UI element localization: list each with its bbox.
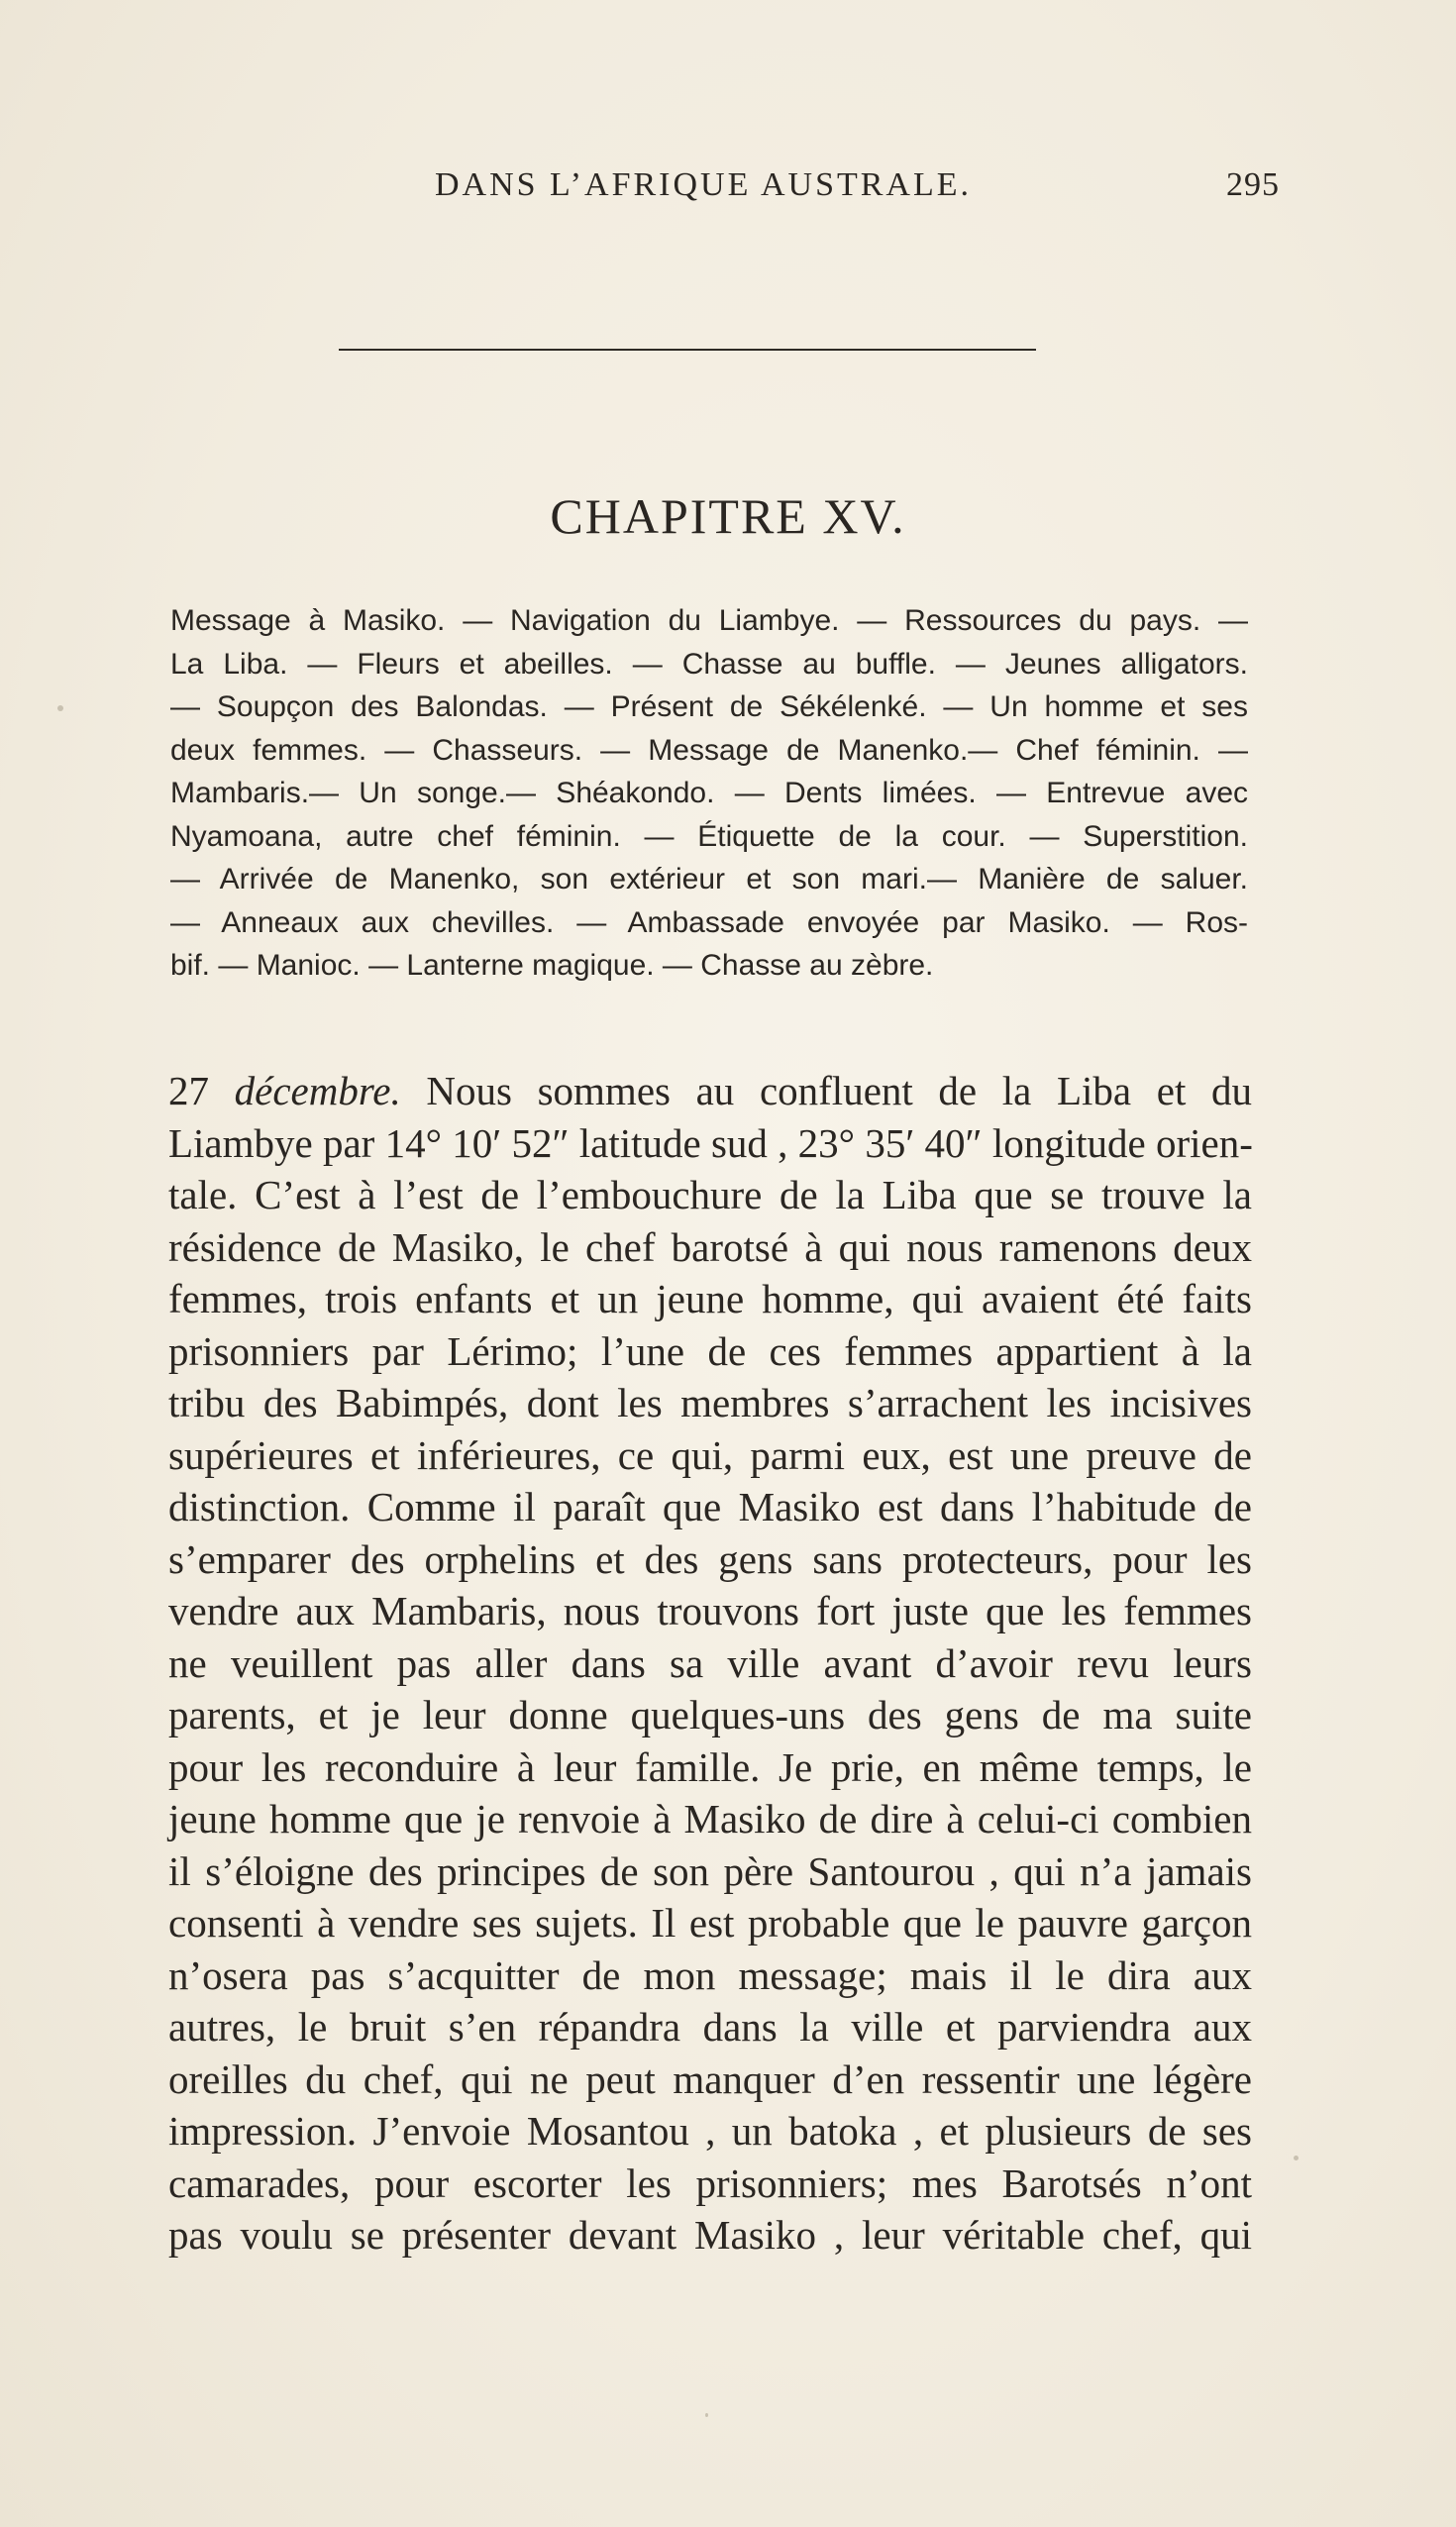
body-line: prisonniers par Lérimo; l’une de ces femmes appartient à la <box>168 1327 1252 1374</box>
summary-line: Message à Masiko. — Navigation du Liambye. — Ressources du pays. — <box>170 604 1248 637</box>
body-line: camarades, pour escorter les prisonniers; mes Barotsés n’ont <box>168 2159 1252 2206</box>
summary-line: — Anneaux aux chevilles. — Ambassade envoyée par Masiko. — Ros- <box>170 905 1248 939</box>
summary-line: deux femmes. — Chasseurs. — Message de Manenko.— Chef féminin. — <box>170 733 1248 767</box>
summary-line: Nyamoana, autre chef féminin. — Étiquette de la cour. — Superstition. <box>170 819 1248 853</box>
body-line-first <box>168 1065 1252 1117</box>
body-line: Liambye par 14° 10′ 52″ latitude sud , 23° 35′ 40″ longitude orien- <box>168 1119 1253 1166</box>
running-title: DANS L’AFRIQUE AUSTRALE. <box>434 166 973 203</box>
body-line: n’osera pas s’acquitter de mon message; mais il le dira aux <box>168 1951 1252 1998</box>
body-line: ne veuillent pas aller dans sa ville avant d’avoir revu leurs <box>168 1639 1252 1686</box>
summary-line: bif. — Manioc. — Lanterne magique. — Chasse au zèbre. <box>170 949 934 982</box>
body-line: femmes, trois enfants et un jeune homme, qui avaient été faits <box>168 1276 1252 1321</box>
summary-line: — Arrivée de Manenko, son extérieur et son mari.— Manière de saluer. <box>170 863 1248 895</box>
body-line: impression. J’envoie Mosantou , un batoka , et plusieurs de ses <box>168 2108 1252 2154</box>
chapter-rule <box>339 349 1036 351</box>
body-line: vendre aux Mambaris, nous trouvons fort juste que les femmes <box>168 1588 1252 1633</box>
page-number: 295 <box>1226 166 1280 203</box>
body-line: tale. C’est à l’est de l’embouchure de la Liba que se trouve la <box>168 1172 1252 1217</box>
summary-line: — Soupçon des Balondas. — Présent de Sékélenké. — Un homme et ses <box>170 690 1248 723</box>
chapter-title: CHAPITRE XV. <box>550 488 906 544</box>
body-line: consenti à vendre ses sujets. Il est probable que le pauvre garçon <box>168 1900 1252 1946</box>
body-line: pour les reconduire à leur famille. Je prie, en même temps, le <box>168 1743 1252 1790</box>
body-line: oreilles du chef, qui ne peut manquer d’en ressentir une légère <box>168 2055 1252 2102</box>
chapter-summary <box>170 599 1248 988</box>
body-line: pas voulu se présenter devant Masiko , leur véritable chef, qui <box>168 2212 1252 2258</box>
body-line: jeune homme que je renvoie à Masiko de dire à celui-ci combien <box>168 1796 1252 1842</box>
body-line: distinction. Comme il paraît que Masiko est dans l’habitude de <box>168 1484 1252 1529</box>
body-line: supérieures et inférieures, ce qui, parmi eux, est une preuve de <box>168 1431 1252 1478</box>
body-line: s’emparer des orphelins et des gens sans protecteurs, pour les <box>168 1535 1252 1582</box>
body-text <box>168 1065 1252 2262</box>
body-line: parents, et je leur donne quelques-uns des gens de ma suite <box>168 1692 1252 1737</box>
body-line: autres, le bruit s’en répandra dans la ville et parviendra aux <box>168 2004 1252 2050</box>
entry-month: décembre. <box>234 1068 401 1113</box>
entry-day: 27 <box>168 1068 235 1113</box>
summary-line: Mambaris.— Un songe.— Shéakondo. — Dents limées. — Entrevue avec <box>170 777 1248 809</box>
paper-speck <box>1294 2156 1299 2160</box>
running-head <box>139 166 1280 216</box>
body-line: tribu des Babimpés, dont les membres s’arrachent les incisives <box>168 1380 1252 1425</box>
paper-speck <box>705 2413 708 2417</box>
body-line: résidence de Masiko, le chef barotsé à qui nous ramenons deux <box>168 1223 1252 1270</box>
paper-speck <box>57 705 63 711</box>
body-line-first-rest: Nous sommes au confluent de la Liba et du <box>400 1068 1252 1113</box>
body-line: il s’éloigne des principes de son père Santourou , qui n’a jamais <box>168 1847 1252 1894</box>
summary-line: La Liba. — Fleurs et abeilles. — Chasse au buffle. — Jeunes alligators. <box>170 647 1248 681</box>
